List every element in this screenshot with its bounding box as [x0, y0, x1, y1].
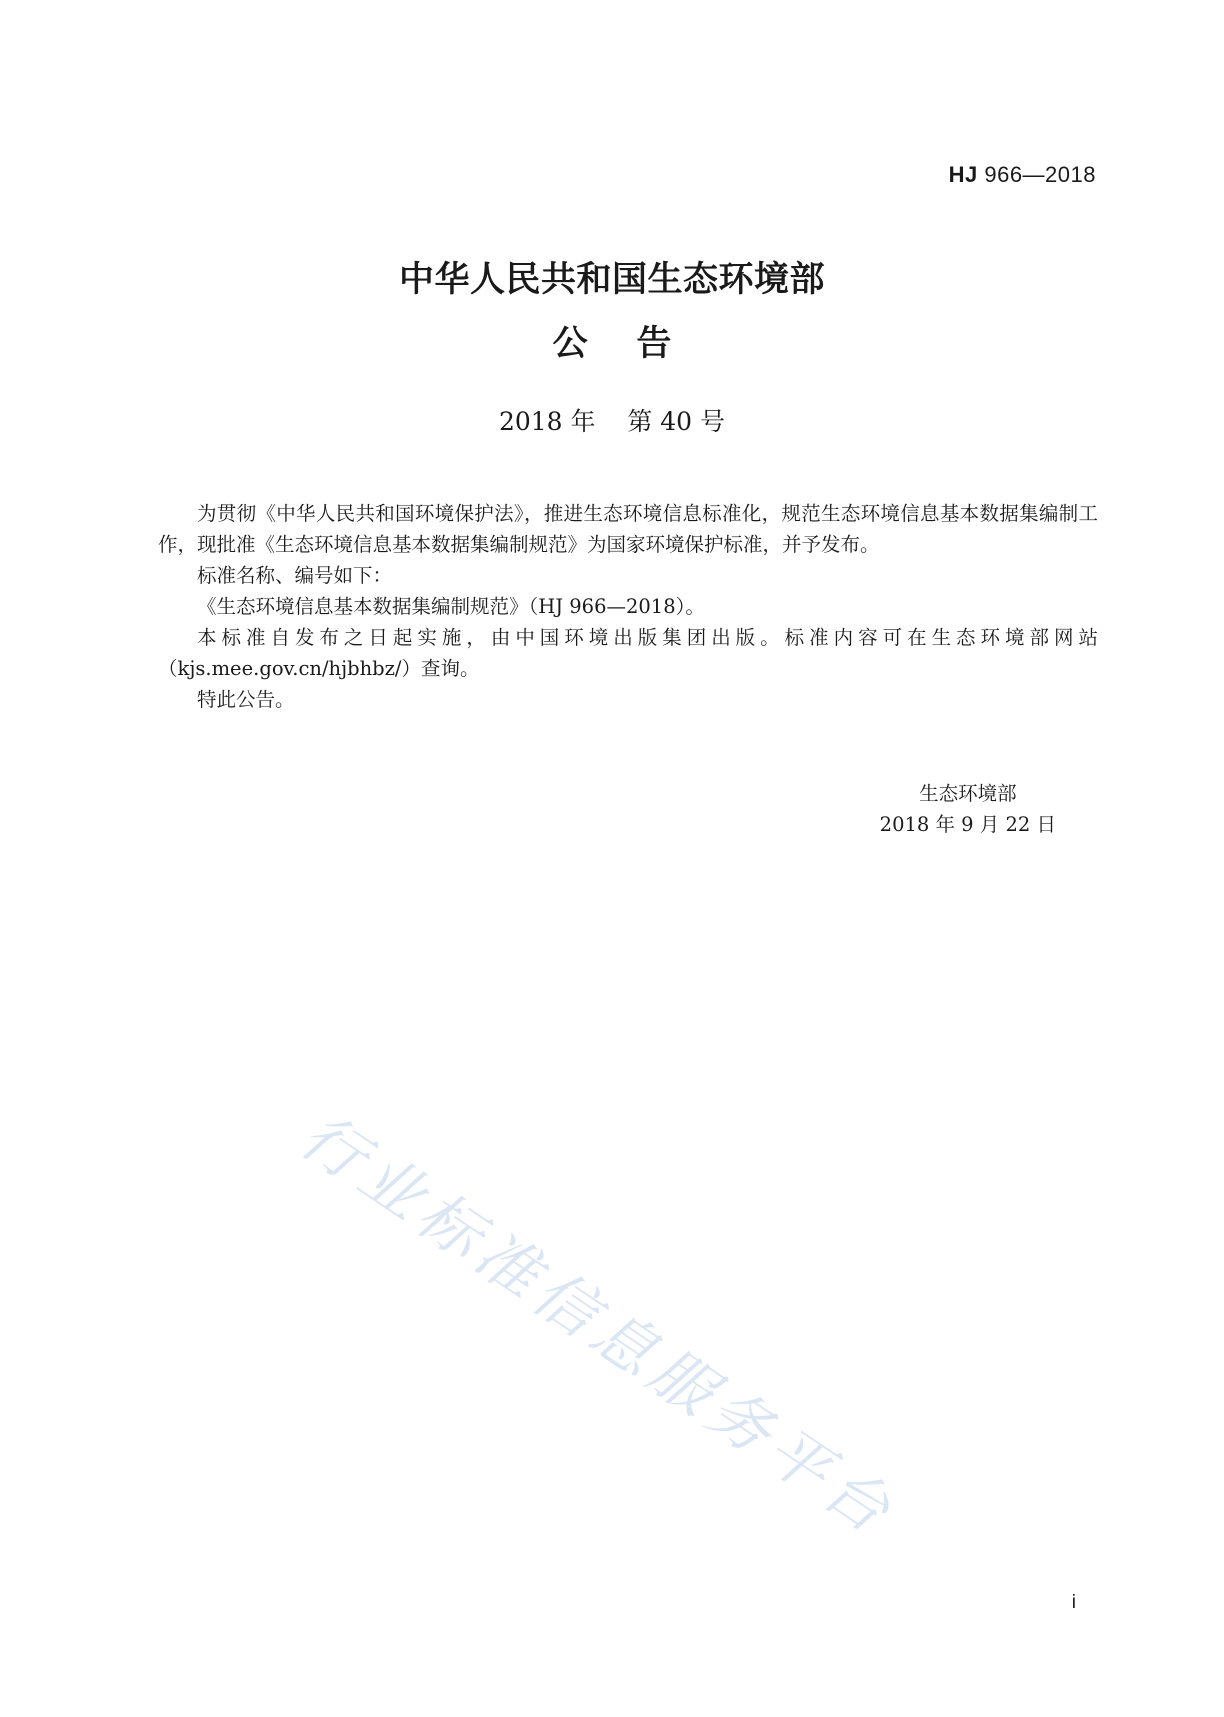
body-paragraph: 本标准自发布之日起实施，由中国环境出版集团出版。标准内容可在生态环境部网站（kjs.mee.gov.cn/hjbhbz/）查询。 — [158, 626, 1098, 680]
document-subtitle: 公 告 — [552, 324, 672, 364]
signature-organization: 生态环境部 — [919, 782, 1017, 805]
signature-date: 2018 年 9 月 22 日 — [879, 813, 1056, 836]
signature-block — [880, 778, 1056, 840]
issue-number: 2018 年 第 40 号 — [498, 407, 726, 436]
body-paragraph: 为贯彻《中华人民共和国环境保护法》，推进生态环境信息标准化，规范生态环境信息基本数据集编制工作，现批准《生态环境信息基本数据集编制规范》为国家环境保护标准，并予发布。 — [158, 502, 1098, 556]
body-paragraph: 标准名称、编号如下： — [197, 564, 393, 587]
announcement-body — [158, 498, 1098, 715]
body-paragraph: 特此公告。 — [197, 688, 295, 711]
standard-code-number: 966—2018 — [984, 162, 1096, 187]
standard-code — [949, 162, 1096, 188]
standard-code-prefix: HJ — [948, 162, 978, 187]
body-paragraph: 《生态环境信息基本数据集编制规范》（HJ 966—2018）。 — [197, 595, 705, 618]
watermark: 行业标准信息服务平台 — [287, 1098, 910, 1551]
document-title: 中华人民共和国生态环境部 — [398, 260, 825, 300]
page-number: i — [1071, 1592, 1076, 1613]
